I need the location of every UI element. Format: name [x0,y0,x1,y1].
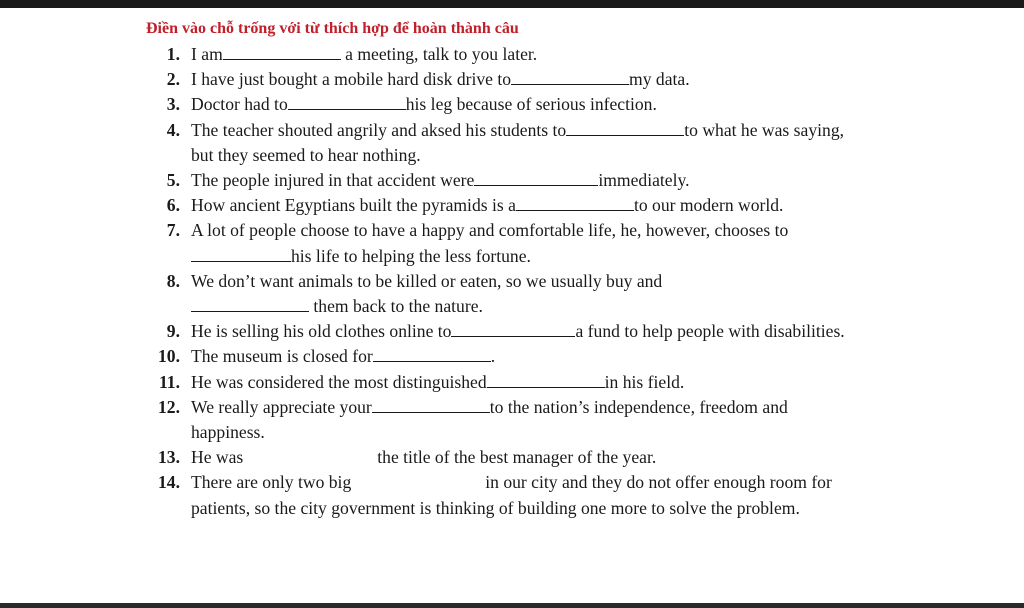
question-list [0,42,1024,521]
answer-blank [191,297,309,312]
question-item [0,269,856,319]
question-number: 2. [166,69,180,90]
question-text: A lot of people choose to have a happy and comfortable life, he, however, chooses to [191,220,789,241]
question-number: 7. [166,220,180,241]
answer-blank [372,398,490,413]
answer-blank [373,347,491,362]
question-text: There are only two big [191,472,352,493]
question-text: He is selling his old clothes online to [191,321,452,342]
question-text: a meeting, talk to you later. [340,44,538,64]
question-text: The museum is closed for [191,346,373,367]
question-text: my data. [629,69,690,90]
worksheet-page [0,8,1024,603]
answer-blank [516,196,634,211]
question-text: to the nation’s independence, freedom and happiness. [191,396,788,443]
question-text: to what he was saying, but they seemed to hear nothing. [191,119,845,165]
answer-blank [487,373,605,388]
question-item [0,67,856,92]
question-item [0,370,856,395]
window-top-edge [0,0,1024,8]
question-item [0,168,856,193]
question-number: 11. [158,371,180,392]
question-number: 14. [158,472,180,493]
question-text: them back to the nature. [309,296,483,317]
question-number: 1. [166,44,180,64]
question-number: 13. [158,447,180,468]
answer-blank [223,45,341,60]
answer-blank [351,474,485,488]
question-item [0,395,856,445]
question-text: The teacher shouted angrily and aksed his students to [191,119,567,140]
answer-blank [191,247,291,262]
question-number: 12. [158,396,180,417]
worksheet-title: Điền vào chỗ trống với từ thích hợp để hoàn thành câu [146,20,519,37]
question-item [0,470,856,520]
question-text: his life to helping the less fortune. [291,245,531,266]
question-item [0,445,856,470]
question-number: 8. [166,270,180,291]
question-number: 10. [158,346,180,367]
question-text: He was considered the most distinguished [191,371,487,392]
question-text: a fund to help people with disabilities. [575,321,845,342]
question-number: 6. [166,195,180,216]
question-item [0,218,856,268]
question-text: I have just bought a mobile hard disk drive to [191,69,512,90]
question-number: 5. [166,170,180,191]
question-text: We don’t want animals to be killed or eaten, so we usually buy and [191,270,663,291]
answer-blank [243,449,377,463]
question-text: How ancient Egyptians built the pyramids is a [191,195,516,216]
question-item [0,42,856,67]
question-item [0,319,856,344]
question-text: in our city and they do not offer enough room for patients, so the city government is thinking of building one more to solve the problem. [191,472,832,518]
answer-blank [288,95,406,110]
question-text: Doctor had to [191,94,288,115]
question-text: The people injured in that accident were [191,170,475,191]
question-number: 9. [166,321,180,342]
question-text: the title of the best manager of the year. [377,447,657,468]
question-item [0,118,856,168]
question-item [0,92,856,117]
question-text: I am [191,44,223,64]
question-text: . [490,346,496,367]
question-text: in his field. [604,371,685,392]
question-number: 3. [166,94,180,115]
answer-blank [451,322,575,337]
question-text: He was [191,447,244,468]
question-text: to our modern world. [633,195,784,216]
question-item [0,193,856,218]
window-bottom-edge [0,603,1024,608]
question-text: his leg because of serious infection. [405,94,657,115]
question-text: We really appreciate your [191,396,372,417]
question-number: 4. [166,119,180,140]
answer-blank [511,70,629,85]
question-item [0,344,856,369]
question-text: immediately. [598,170,690,191]
answer-blank [474,171,598,186]
answer-blank [566,121,684,136]
